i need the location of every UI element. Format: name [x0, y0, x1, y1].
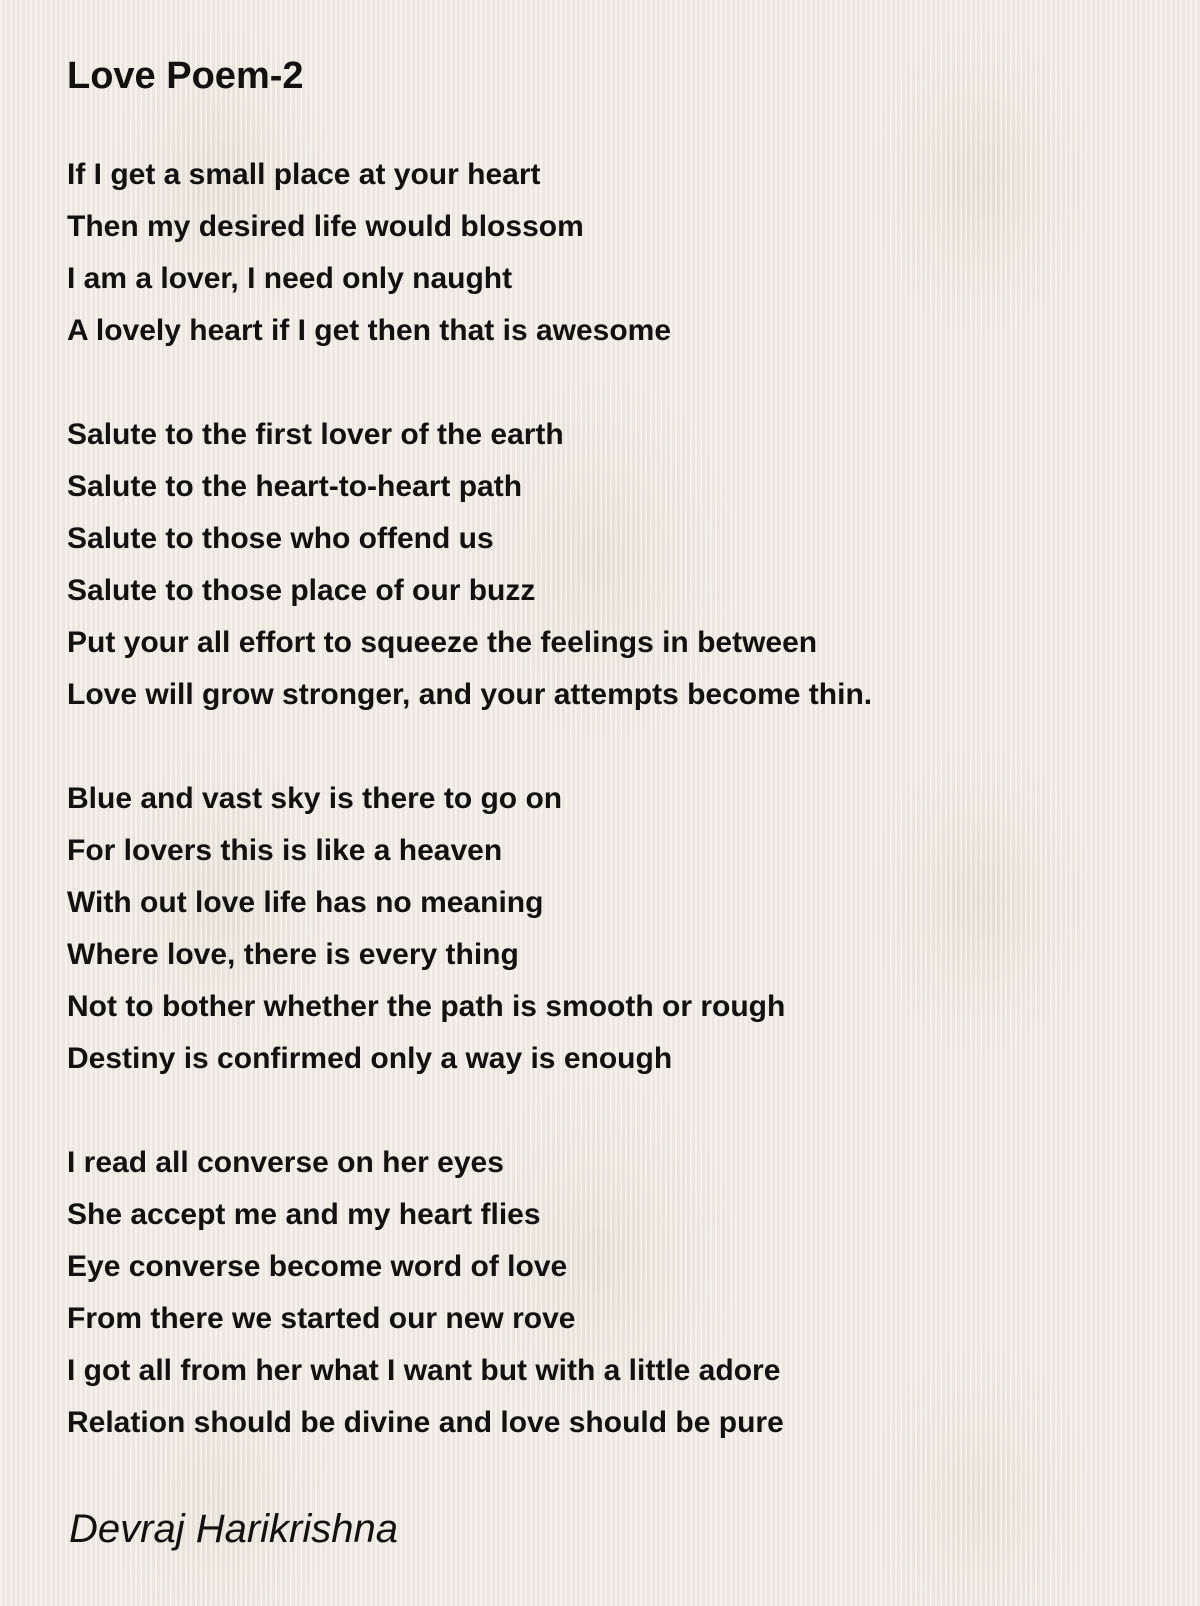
- poem-line: Love will grow stronger, and your attempts become thin.: [67, 678, 873, 711]
- poem-line: I am a lover, I need only naught: [67, 262, 513, 295]
- poem-line: With out love life has no meaning: [67, 886, 544, 919]
- poem-line: Eye converse become word of love: [67, 1250, 568, 1283]
- poem-line: I read all converse on her eyes: [67, 1146, 504, 1179]
- poem-author: Devraj Harikrishna: [69, 1507, 398, 1551]
- poem-line: Put your all effort to squeeze the feelings in between: [67, 626, 818, 659]
- stanza-1: [67, 149, 1147, 357]
- poem-title: Love Poem-2: [67, 55, 304, 97]
- poem-line: Salute to those place of our buzz: [67, 574, 536, 607]
- poem-line: Salute to the heart-to-heart path: [67, 470, 523, 503]
- poem-line: Salute to those who offend us: [67, 522, 494, 555]
- poem-line: For lovers this is like a heaven: [67, 834, 503, 867]
- poem-line: Where love, there is every thing: [67, 938, 519, 971]
- poem-line: Destiny is confirmed only a way is enough: [67, 1042, 673, 1075]
- poem-line: Blue and vast sky is there to go on: [67, 782, 563, 815]
- poem-line: Relation should be divine and love should be pure: [67, 1406, 784, 1439]
- poem-line: From there we started our new rove: [67, 1302, 576, 1335]
- poem-line: I got all from her what I want but with a little adore: [67, 1354, 781, 1387]
- stanza-3: [67, 773, 1147, 1085]
- poem-line: Salute to the first lover of the earth: [67, 418, 564, 451]
- poem-line: If I get a small place at your heart: [67, 158, 541, 191]
- stanza-2: [67, 409, 1147, 721]
- stanza-4: [67, 1137, 1147, 1449]
- poem-line: Not to bother whether the path is smooth or rough: [67, 990, 786, 1023]
- poem-line: She accept me and my heart flies: [67, 1198, 541, 1231]
- poem-line: Then my desired life would blossom: [67, 210, 584, 243]
- poem-body: [67, 149, 1147, 1501]
- poem-line: A lovely heart if I get then that is awesome: [67, 314, 672, 347]
